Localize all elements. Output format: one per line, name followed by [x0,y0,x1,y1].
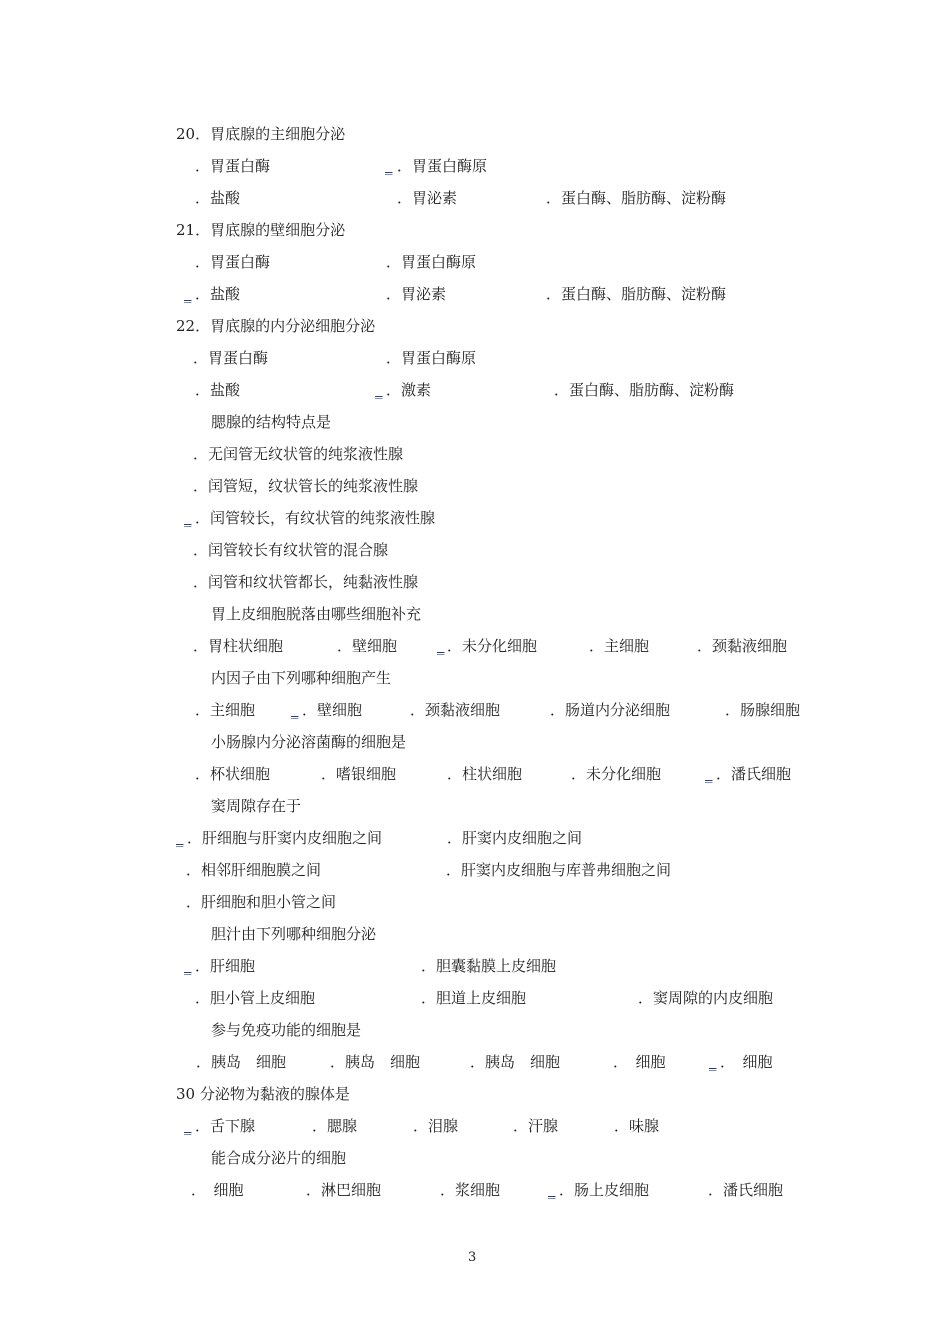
answer-marker: _ [437,637,445,655]
text-item: ．肝窦内皮细胞之间 [447,829,583,847]
text-item: ．未分化细胞 [447,637,538,655]
text-item: ．汗腺 [513,1117,559,1135]
text-item: ．蛋白酶、脂肪酶、淀粉酶 [546,285,727,303]
text-item: ．胃蛋白酶 [193,349,269,367]
text-item: ．胃泌素 [397,189,458,207]
answer-marker: _ [548,1181,556,1199]
text-item: ．胃蛋白酶原 [386,349,477,367]
answer-marker: _ [184,285,192,303]
text-item: ．盐酸 [195,189,241,207]
text-item: 能合成分泌片的细胞 [211,1149,347,1167]
text-item: ．激素 [386,381,432,399]
text-item: ．肝细胞和胆小管之间 [186,893,337,911]
text-item: ．淋巴细胞 [306,1181,382,1199]
text-item: ．未分化细胞 [571,765,662,783]
text-item: ．胆小管上皮细胞 [195,989,316,1007]
text-item: 20．胃底腺的主细胞分泌 [176,125,346,143]
answer-marker: _ [184,1117,192,1135]
text-item: ．蛋白酶、脂肪酶、淀粉酶 [546,189,727,207]
text-item: 参与免疫功能的细胞是 [211,1021,362,1039]
text-item: ．窦周隙的内皮细胞 [638,989,774,1007]
text-item: ．潘氏细胞 [716,765,792,783]
text-item: ．闰管较长有纹状管的混合腺 [193,541,389,559]
text-item: ．盐酸 [195,285,241,303]
text-item: ．味腺 [614,1117,660,1135]
text-item: ．盐酸 [195,381,241,399]
text-item: ．胃泌素 [386,285,447,303]
text-item: ．肝窦内皮细胞与库普弗细胞之间 [446,861,672,879]
text-item: ．壁细胞 [302,701,363,719]
text-item: ．胃蛋白酶 [195,157,271,175]
text-item: ．肠腺细胞 [725,701,801,719]
text-item: 内因子由下列哪种细胞产生 [211,669,392,687]
text-item: 腮腺的结构特点是 [211,413,332,431]
text-item: ．闰管和纹状管都长，纯黏液性腺 [193,573,419,591]
text-item: 小肠腺内分泌溶菌酶的细胞是 [211,733,407,751]
text-item: ．肝细胞 [195,957,256,975]
text-item: ．胆道上皮细胞 [421,989,527,1007]
text-item: 30 分泌物为黏液的腺体是 [176,1085,350,1103]
text-item: ．嗜银细胞 [321,765,397,783]
text-item: ．主细胞 [195,701,256,719]
text-item: ．柱状细胞 [447,765,523,783]
text-item: ．泪腺 [413,1117,459,1135]
text-item: 胃上皮细胞脱落由哪些细胞补充 [211,605,422,623]
text-item: ．相邻肝细胞膜之间 [186,861,322,879]
text-item: ．肝细胞与肝窦内皮细胞之间 [187,829,383,847]
text-item: ．胃蛋白酶原 [386,253,477,271]
text-item: ．杯状细胞 [195,765,271,783]
answer-marker: _ [385,157,393,175]
text-item: ．蛋白酶、脂肪酶、淀粉酶 [554,381,735,399]
text-item: ．主细胞 [589,637,650,655]
text-item: 22．胃底腺的内分泌细胞分泌 [176,317,376,335]
text-item: ．胃蛋白酶 [195,253,271,271]
answer-marker: _ [184,509,192,527]
answer-marker: _ [375,381,383,399]
page-number: 3 [468,1250,477,1265]
text-item: ．壁细胞 [337,637,398,655]
answer-marker: _ [709,1053,717,1071]
text-item: ．肠上皮细胞 [559,1181,650,1199]
text-item: ． 细胞 [613,1053,666,1071]
text-item: ．潘氏细胞 [708,1181,784,1199]
text-item: ．胆囊黏膜上皮细胞 [421,957,557,975]
text-item: ．颈黏液细胞 [697,637,788,655]
text-item: 窦周隙存在于 [211,797,302,815]
text-item: ． 细胞 [720,1053,773,1071]
text-item: ．胰岛 细胞 [330,1053,421,1071]
text-item: ．肠道内分泌细胞 [550,701,671,719]
text-item: ．胃柱状细胞 [193,637,284,655]
answer-marker: _ [176,829,184,847]
text-item: ． 细胞 [191,1181,244,1199]
text-item: ．闰管较长，有纹状管的纯浆液性腺 [195,509,436,527]
text-item: ．胰岛 细胞 [196,1053,287,1071]
text-item: ．舌下腺 [195,1117,256,1135]
answer-marker: _ [705,765,713,783]
text-item: 胆汁由下列哪种细胞分泌 [211,925,377,943]
text-item: ．无闰管无纹状管的纯浆液性腺 [193,445,404,463]
text-item: ．胰岛 细胞 [470,1053,561,1071]
answer-marker: _ [291,701,299,719]
text-item: ．闰管短，纹状管长的纯浆液性腺 [193,477,419,495]
text-item: ．浆细胞 [440,1181,501,1199]
text-item: ．颈黏液细胞 [410,701,501,719]
text-item: ．胃蛋白酶原 [397,157,488,175]
text-item: ．腮腺 [312,1117,358,1135]
text-item: 21．胃底腺的壁细胞分泌 [176,221,346,239]
answer-marker: _ [184,957,192,975]
